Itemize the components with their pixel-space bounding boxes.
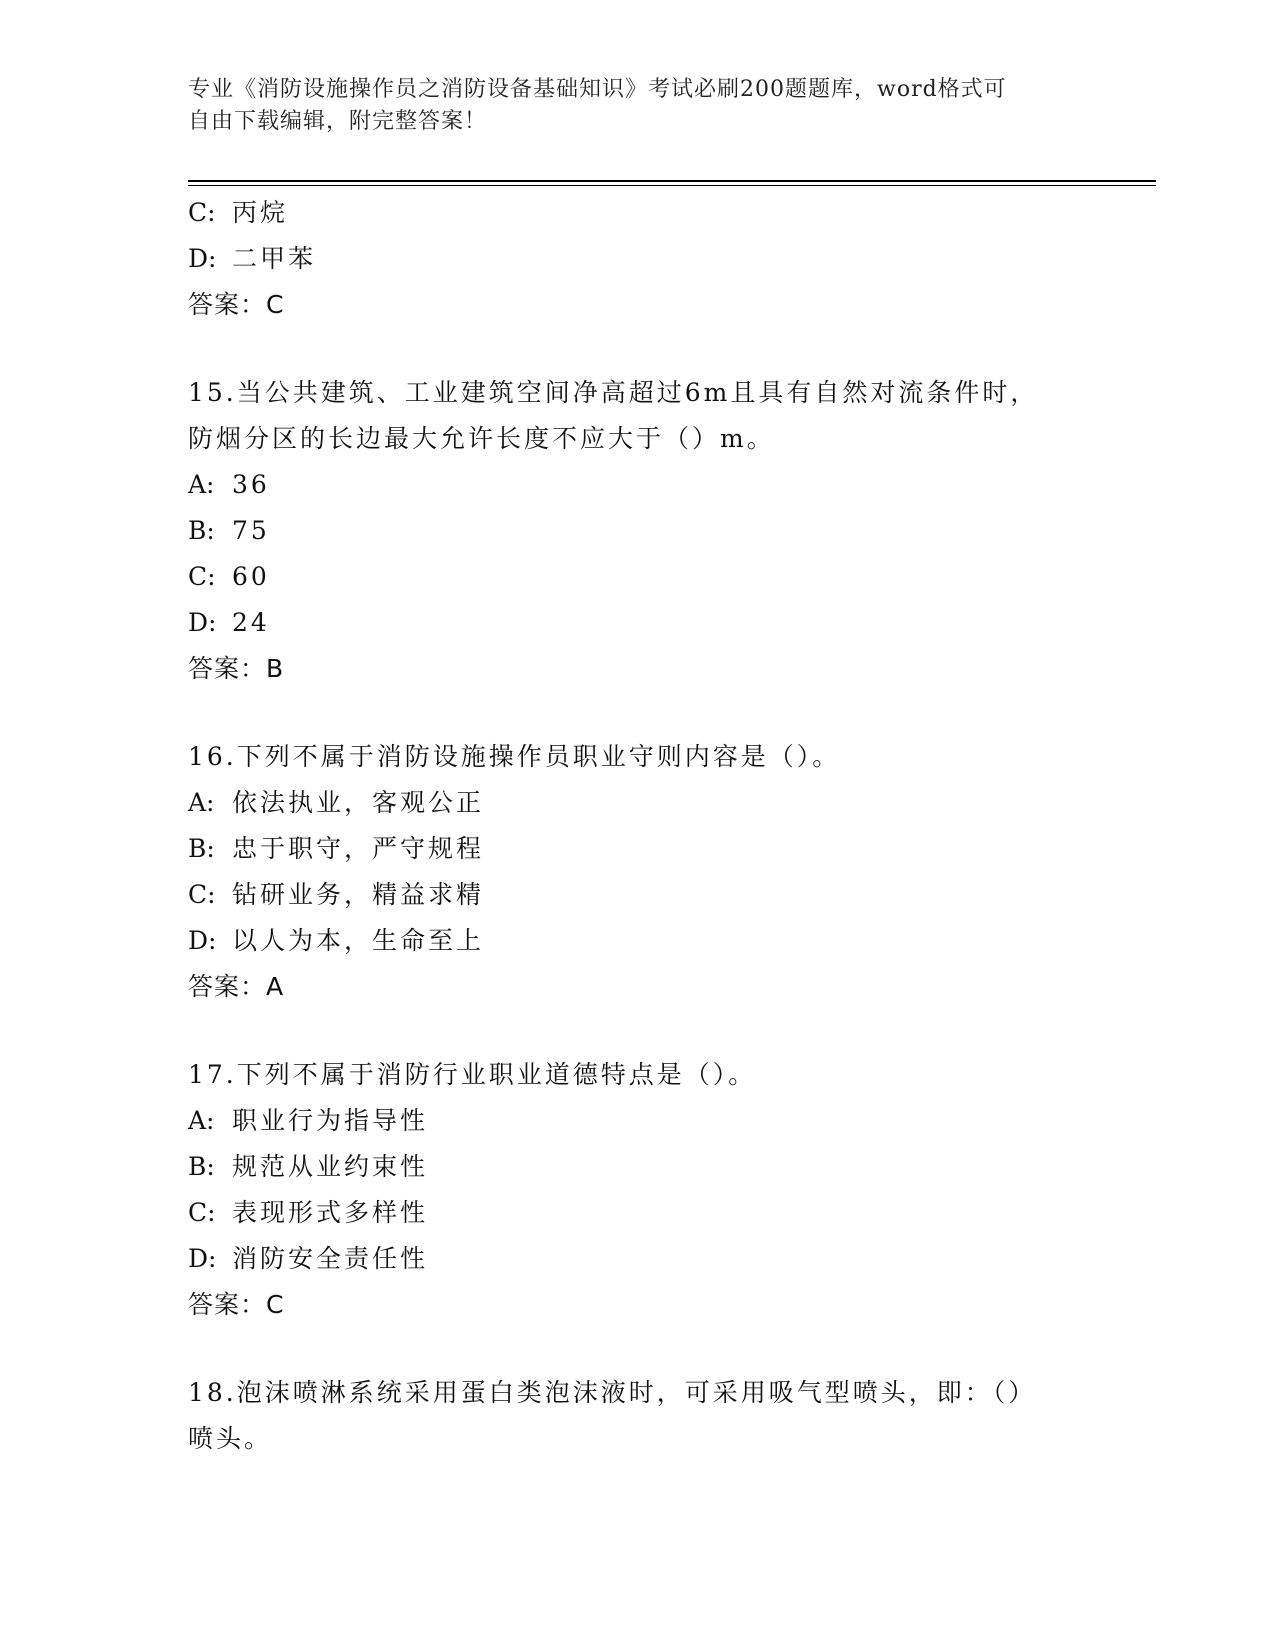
header-line-2: 自由下载编辑，附完整答案！ <box>188 109 488 134</box>
option-letter: B: <box>188 834 215 863</box>
option-text: 依法执业，客观公正 <box>232 788 485 817</box>
option-text: 消防安全责任性 <box>232 1244 429 1273</box>
option-letter: C: <box>188 880 216 909</box>
header-line-1: 专业《消防设施操作员之消防设备基础知识》考试必刷200题题库，word格式可 <box>188 77 1007 102</box>
option-letter: D: <box>188 1244 217 1273</box>
answer-line: 答案：C <box>188 1290 285 1319</box>
option-letter: D: <box>188 244 217 273</box>
option-text: 60 <box>232 562 270 591</box>
option-letter: B: <box>188 516 215 545</box>
option-letter: C: <box>188 562 216 591</box>
option-letter: A: <box>188 788 215 817</box>
document-header <box>188 74 1068 138</box>
option-d <box>188 1236 1088 1282</box>
option-text: 75 <box>232 516 270 545</box>
option-letter: B: <box>188 1152 215 1181</box>
option-text: 忠于职守，严守规程 <box>232 834 485 863</box>
option-d <box>188 918 1088 964</box>
option-text: 规范从业约束性 <box>232 1152 429 1181</box>
option-a <box>188 462 1088 508</box>
question-text-line-2: 喷头。 <box>188 1424 273 1453</box>
option-c <box>188 554 1088 600</box>
option-d <box>188 600 1088 646</box>
option-text: 36 <box>232 470 270 499</box>
option-a <box>188 780 1088 826</box>
option-c <box>188 872 1088 918</box>
option-text: 表现形式多样性 <box>232 1198 429 1227</box>
answer-line: 答案：B <box>188 654 285 683</box>
question-17 <box>188 1052 1088 1328</box>
option-text: 职业行为指导性 <box>232 1106 429 1135</box>
question-text-line-1: 15.当公共建筑、工业建筑空间净高超过6m且具有自然对流条件时， <box>188 378 1039 407</box>
option-text: 24 <box>232 608 270 637</box>
option-letter: D: <box>188 926 217 955</box>
option-text: 钻研业务，精益求精 <box>232 880 485 909</box>
option-b <box>188 508 1088 554</box>
option-b <box>188 1144 1088 1190</box>
answer-line: 答案：A <box>188 972 285 1001</box>
question-content <box>188 190 1088 1462</box>
option-c <box>188 1190 1088 1236</box>
option-letter: D: <box>188 608 217 637</box>
option-text: 丙烷 <box>232 198 289 227</box>
question-text-line-1: 18.泡沫喷淋系统采用蛋白类泡沫液时，可采用吸气型喷头，即：（） <box>188 1378 1037 1407</box>
header-rule-thin <box>188 185 1156 186</box>
option-b <box>188 826 1088 872</box>
option-text: 二甲苯 <box>232 244 317 273</box>
question-text-line-1: 17.下列不属于消防行业职业道德特点是（）。 <box>188 1060 757 1089</box>
question-16 <box>188 734 1088 1010</box>
answer-line: 答案：C <box>188 290 285 319</box>
question-15 <box>188 370 1088 692</box>
option-a <box>188 1098 1088 1144</box>
question-14-tail <box>188 190 1088 328</box>
option-text: 以人为本，生命至上 <box>232 926 485 955</box>
option-letter: C: <box>188 198 216 227</box>
option-d <box>188 236 1088 282</box>
question-text-line-2: 防烟分区的长边最大允许长度不应大于（）m。 <box>188 424 775 453</box>
option-letter: A: <box>188 1106 215 1135</box>
option-letter: C: <box>188 1198 216 1227</box>
option-c <box>188 190 1088 236</box>
header-rule-thick <box>188 180 1156 182</box>
question-18 <box>188 1370 1088 1462</box>
question-text-line-1: 16.下列不属于消防设施操作员职业守则内容是（）。 <box>188 742 841 771</box>
option-letter: A: <box>188 470 215 499</box>
